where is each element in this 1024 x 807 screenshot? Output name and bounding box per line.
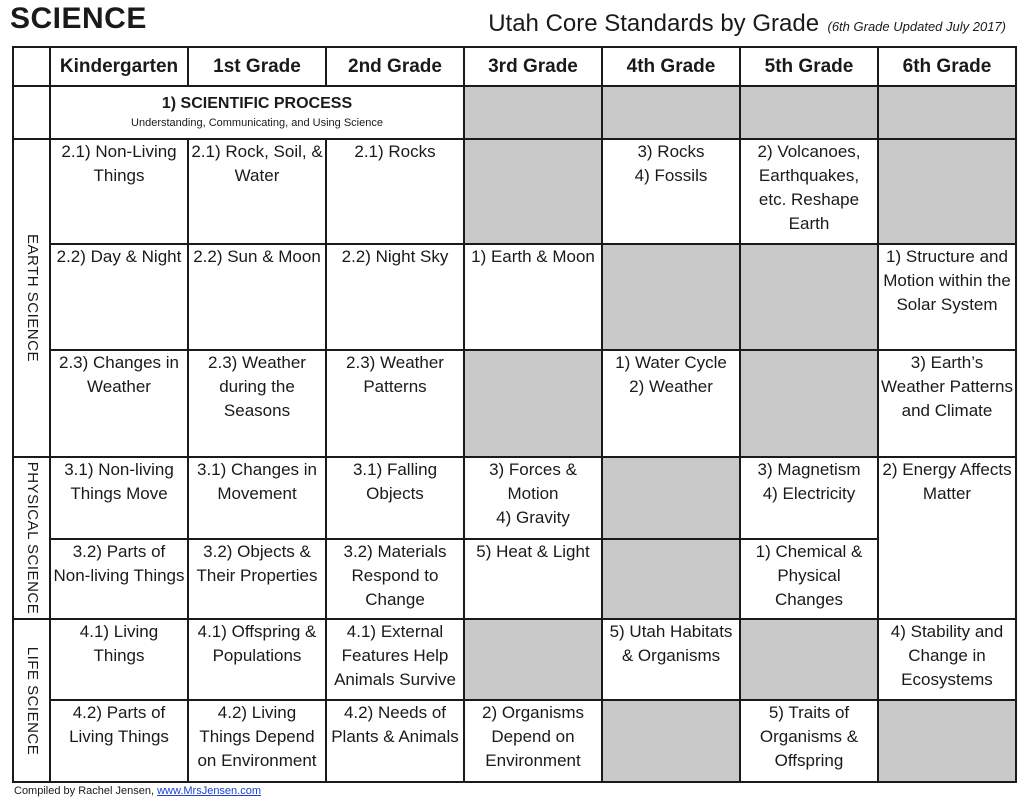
scientific-process-row	[13, 86, 1016, 139]
standard-cell: 2) Energy Affects Matter	[878, 457, 1016, 619]
empty-cell	[740, 350, 878, 457]
life-row-2	[13, 700, 1016, 782]
grade-header-row	[13, 47, 1016, 86]
scientific-process-subtitle: Understanding, Communicating, and Using Science	[131, 117, 383, 129]
scientific-process-cell	[50, 86, 464, 139]
standard-line: 1) Water Cycle	[615, 353, 727, 372]
standard-cell: 2) Volcanoes, Earthquakes, etc. Reshape Earth	[740, 139, 878, 244]
page-subtitle	[488, 10, 1006, 38]
empty-cell	[464, 86, 602, 139]
category-label: LIFE SCIENCE	[23, 646, 41, 755]
grade-header: 4th Grade	[602, 47, 740, 86]
standard-cell	[740, 457, 878, 539]
standard-cell: 2.2) Sun & Moon	[188, 244, 326, 350]
standard-cell: 3.1) Changes in Movement	[188, 457, 326, 539]
standard-cell: 4.2) Living Things Depend on Environment	[188, 700, 326, 782]
standard-cell	[602, 139, 740, 244]
physical-row-2	[13, 539, 1016, 619]
grade-header: Kindergarten	[50, 47, 188, 86]
standard-cell: 3.2) Parts of Non-living Things	[50, 539, 188, 619]
earth-row-3	[13, 350, 1016, 457]
standard-line: 4) Electricity	[762, 484, 856, 503]
standard-cell: 2.2) Night Sky	[326, 244, 464, 350]
credit-line	[14, 785, 261, 797]
standard-cell: 2.3) Weather during the Seasons	[188, 350, 326, 457]
empty-cell	[740, 244, 878, 350]
standard-cell: 3) Earth’s Weather Patterns and Climate	[878, 350, 1016, 457]
grade-header: 3rd Grade	[464, 47, 602, 86]
standard-cell: 2.3) Changes in Weather	[50, 350, 188, 457]
category-life-science	[13, 619, 50, 782]
category-label: PHYSICAL SCIENCE	[23, 461, 41, 615]
update-note: (6th Grade Updated July 2017)	[827, 19, 1006, 34]
standard-cell: 2.1) Non-Living Things	[50, 139, 188, 244]
empty-cell	[740, 619, 878, 700]
empty-cell	[740, 86, 878, 139]
standard-cell: 2) Organisms Depend on Environment	[464, 700, 602, 782]
standard-line: 3) Rocks	[637, 142, 705, 161]
standard-cell: 2.3) Weather Patterns	[326, 350, 464, 457]
empty-cell	[464, 619, 602, 700]
category-physical-science	[13, 457, 50, 619]
standard-cell: 2.2) Day & Night	[50, 244, 188, 350]
standard-line: 4) Gravity	[496, 508, 570, 527]
empty-cell	[602, 244, 740, 350]
standard-cell: 3.1) Falling Objects	[326, 457, 464, 539]
life-row-1	[13, 619, 1016, 700]
empty-cell	[464, 139, 602, 244]
empty-cell	[602, 700, 740, 782]
standard-cell	[464, 457, 602, 539]
standard-cell: 1) Earth & Moon	[464, 244, 602, 350]
standard-cell: 1) Chemical & Physical Changes	[740, 539, 878, 619]
grade-header: 6th Grade	[878, 47, 1016, 86]
empty-cell	[878, 86, 1016, 139]
standard-line: 2) Weather	[629, 377, 713, 396]
standard-cell: 3.1) Non-living Things Move	[50, 457, 188, 539]
standard-line: 3) Magnetism	[757, 460, 861, 479]
standard-line: 3) Forces & Motion	[489, 460, 577, 503]
standard-cell: 4) Stability and Change in Ecosystems	[878, 619, 1016, 700]
earth-row-1	[13, 139, 1016, 244]
grade-header: 1st Grade	[188, 47, 326, 86]
empty-cell	[464, 350, 602, 457]
standards-table	[12, 46, 1017, 783]
standard-cell: 5) Traits of Organisms & Offspring	[740, 700, 878, 782]
website-link[interactable]: www.MrsJensen.com	[157, 785, 262, 797]
standard-cell: 2.1) Rocks	[326, 139, 464, 244]
standard-cell: 4.1) Living Things	[50, 619, 188, 700]
standard-cell: 4.1) Offspring & Populations	[188, 619, 326, 700]
standard-line: 4) Fossils	[634, 166, 708, 185]
standard-cell: 2.1) Rock, Soil, & Water	[188, 139, 326, 244]
standard-cell: 4.1) External Features Help Animals Survive	[326, 619, 464, 700]
page-title: SCIENCE	[10, 2, 147, 35]
earth-row-2	[13, 244, 1016, 350]
credit-text: Compiled by Rachel Jensen,	[14, 785, 155, 797]
grade-header: 5th Grade	[740, 47, 878, 86]
empty-cell	[878, 700, 1016, 782]
standard-cell: 3.2) Objects & Their Properties	[188, 539, 326, 619]
corner-cell	[13, 47, 50, 86]
standard-cell: 5) Heat & Light	[464, 539, 602, 619]
category-empty	[13, 86, 50, 139]
empty-cell	[602, 457, 740, 539]
subtitle-main: Utah Core Standards by Grade	[488, 10, 820, 37]
empty-cell	[602, 539, 740, 619]
empty-cell	[878, 139, 1016, 244]
standard-cell: 5) Utah Habitats & Organisms	[602, 619, 740, 700]
grade-header: 2nd Grade	[326, 47, 464, 86]
standard-cell: 1) Structure and Motion within the Solar System	[878, 244, 1016, 350]
category-label: EARTH SCIENCE	[23, 234, 41, 362]
standard-cell: 4.2) Needs of Plants & Animals	[326, 700, 464, 782]
scientific-process-title: 1) SCIENTIFIC PROCESS	[161, 95, 353, 112]
category-earth-science	[13, 139, 50, 457]
standard-cell: 3.2) Materials Respond to Change	[326, 539, 464, 619]
empty-cell	[602, 86, 740, 139]
standard-cell: 4.2) Parts of Living Things	[50, 700, 188, 782]
standard-cell	[602, 350, 740, 457]
physical-row-1	[13, 457, 1016, 539]
